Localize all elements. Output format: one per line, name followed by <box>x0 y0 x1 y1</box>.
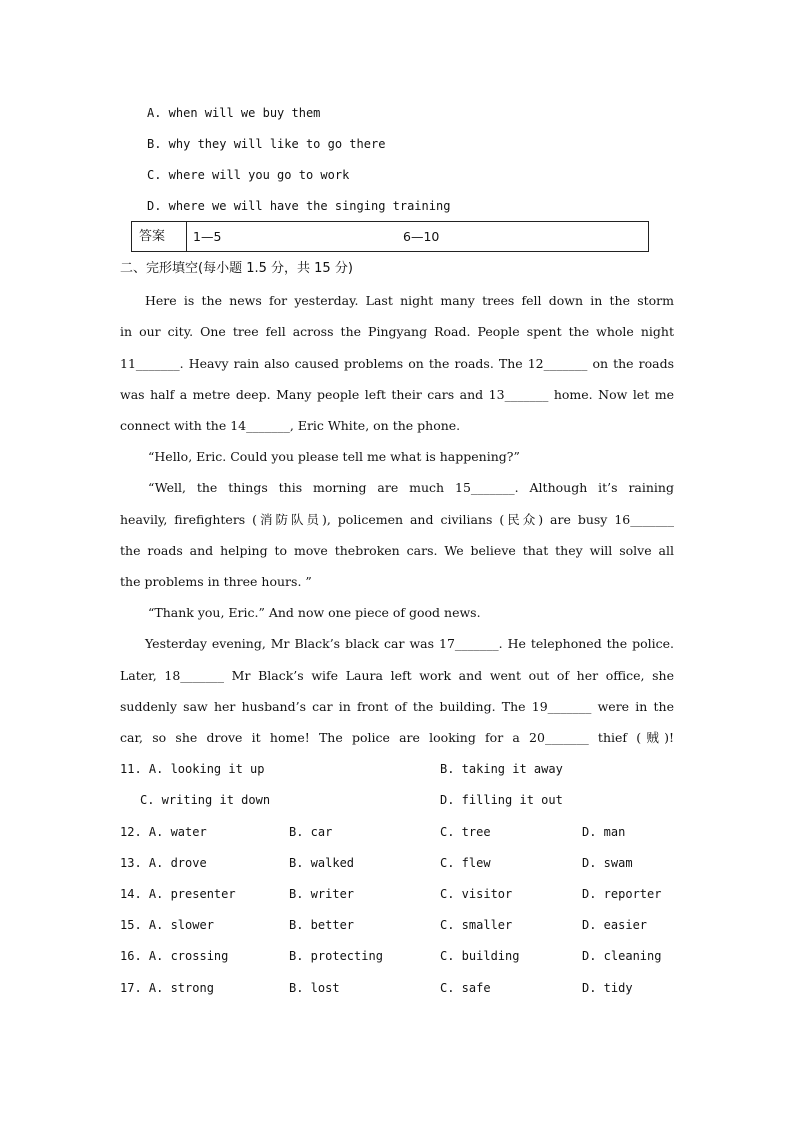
passage-line: car, so she drove it home! The police are looking for a 20_______ thief (贼)! <box>120 730 674 745</box>
q11-option-c: C. writing it down <box>140 793 271 807</box>
q16-option-c: C. building <box>440 949 520 963</box>
q17-option-a: 17. A. strong <box>120 981 214 995</box>
q15-option-d: D. easier <box>582 918 648 932</box>
q12-option-a: 12. A. water <box>120 825 207 839</box>
q15-option-b: B. better <box>289 918 355 932</box>
q11-option-a: 11. A. looking it up <box>120 762 265 776</box>
q13-option-b: B. walked <box>289 856 355 870</box>
passage-line: Yesterday evening, Mr Black’s black car was 17_______. He telephoned the police. <box>145 636 674 651</box>
answer-table <box>131 221 649 252</box>
answer-range-6-10: 6—10 <box>403 229 440 244</box>
option-a: A. when will we buy them <box>147 106 321 120</box>
answer-label: 答案 <box>132 222 187 251</box>
passage-line: in our city. One tree fell across the Pingyang Road. People spent the whole night <box>120 324 674 339</box>
passage-line: Here is the news for yesterday. Last night many trees fell down in the storm <box>145 293 674 308</box>
q15-option-a: 15. A. slower <box>120 918 214 932</box>
q16-option-d: D. cleaning <box>582 949 662 963</box>
q14-option-b: B. writer <box>289 887 355 901</box>
passage-line: the problems in three hours. ” <box>120 574 312 589</box>
q13-option-d: D. swam <box>582 856 633 870</box>
option-b: B. why they will like to go there <box>147 137 386 151</box>
q16-option-b: B. protecting <box>289 949 383 963</box>
q17-option-b: B. lost <box>289 981 340 995</box>
q12-option-d: D. man <box>582 825 626 839</box>
passage-line: “Thank you, Eric.” And now one piece of good news. <box>148 605 481 620</box>
q11-option-d: D. filling it out <box>440 793 563 807</box>
q13-option-a: 13. A. drove <box>120 856 207 870</box>
passage-line: connect with the 14_______, Eric White, on the phone. <box>120 418 461 433</box>
passage-line: was half a metre deep. Many people left their cars and 13_______ home. Now let me <box>120 387 674 402</box>
answer-range-1-5: 1—5 <box>193 229 222 244</box>
q16-option-a: 16. A. crossing <box>120 949 229 963</box>
passage-line: the roads and helping to move thebroken cars. We believe that they will solve all <box>120 543 674 558</box>
q14-option-d: D. reporter <box>582 887 662 901</box>
option-c: C. where will you go to work <box>147 168 350 182</box>
q13-option-c: C. flew <box>440 856 491 870</box>
q14-option-a: 14. A. presenter <box>120 887 236 901</box>
q17-option-d: D. tidy <box>582 981 633 995</box>
q11-option-b: B. taking it away <box>440 762 563 776</box>
q15-option-c: C. smaller <box>440 918 513 932</box>
q17-option-c: C. safe <box>440 981 491 995</box>
passage-line: 11_______. Heavy rain also caused problems on the roads. The 12_______ on the roads <box>120 356 674 371</box>
q14-option-c: C. visitor <box>440 887 513 901</box>
q12-option-c: C. tree <box>440 825 491 839</box>
passage-line: suddenly saw her husband’s car in front of the building. The 19_______ were in the <box>120 699 674 714</box>
passage-line: “Well, the things this morning are much 15_______. Although it’s raining <box>148 480 674 495</box>
section-heading: 二、完形填空(每小题 1.5 分，共 15 分) <box>120 261 353 276</box>
passage-line: “Hello, Eric. Could you please tell me what is happening?” <box>148 449 520 464</box>
passage-line: Later, 18_______ Mr Black’s wife Laura left work and went out of her office, she <box>120 668 674 683</box>
q12-option-b: B. car <box>289 825 333 839</box>
passage-line: heavily, firefighters (消防队员), policemen and civilians (民众) are busy 16_______ <box>120 512 674 527</box>
option-d: D. where we will have the singing training <box>147 199 451 213</box>
